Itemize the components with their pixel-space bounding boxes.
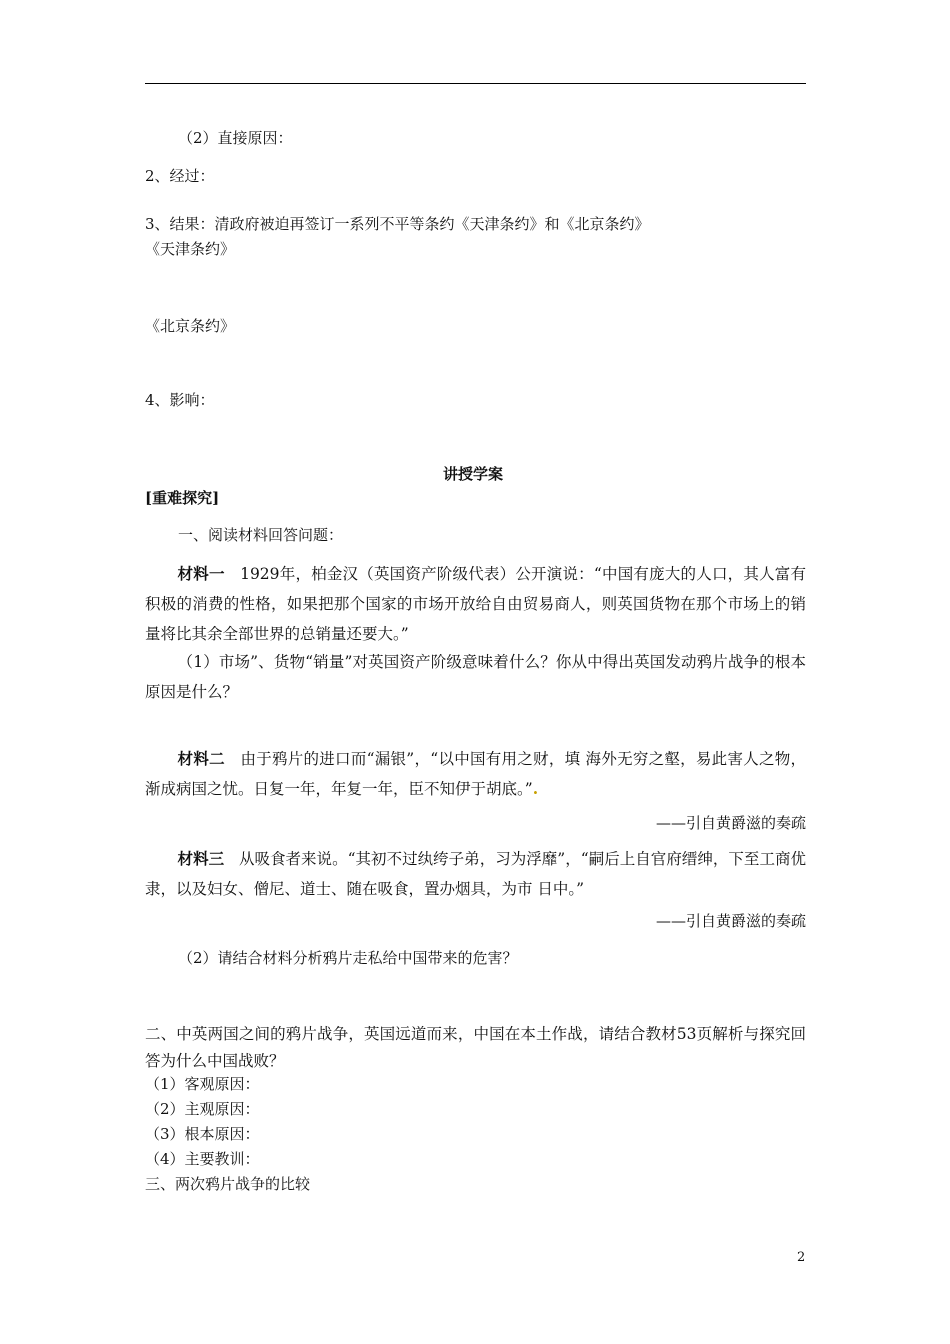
result-line: 3、结果：清政府被迫再签订一系列不平等条约《天津条约》和《北京条约》 <box>145 215 650 233</box>
question1-paragraph <box>145 647 806 707</box>
material3-text: 从吸食者来说。“其初不过纨绔子弟，习为浮靡”，“嗣后上自官府缙绅，下至工商优隶，以及妇女、僧尼、道士、随在吸食，置办烟具，为市 日中。” <box>145 850 806 898</box>
material1-text: 1929年，柏金汉（英国资产阶级代表）公开演说：“中国有庞大的人口，其人富有积极的消费的性格，如果把那个国家的市场开放给自由贸易商人，则英国货物在那个市场上的销量将比其余全部世界的总销量还要大。” <box>145 565 806 643</box>
part2-heading <box>145 1021 806 1075</box>
material2-source: ——引自黄爵滋的奏疏 <box>655 814 806 832</box>
material3-paragraph <box>145 844 806 904</box>
page-number: 2 <box>797 1250 806 1265</box>
material2-paragraph <box>145 744 806 804</box>
question2-text: （2）请结合材料分析鸦片走私给中国带来的危害？ <box>178 949 518 967</box>
focus-header: [重难探究] <box>145 489 220 507</box>
part3-heading: 三、两次鸦片战争的比较 <box>145 1175 311 1193</box>
beijing-treaty-label: 《北京条约》 <box>145 317 236 335</box>
part2-item: （1）客观原因： <box>145 1075 260 1093</box>
section-title: 讲授学案 <box>443 465 504 483</box>
part2-item: （4）主要教训： <box>145 1150 260 1168</box>
process-line: 2、经过： <box>145 167 215 185</box>
part2-item: （2）主观原因： <box>145 1100 260 1118</box>
part1-heading: 一、阅读材料回答问题： <box>178 526 344 544</box>
material2-text: 由于鸦片的进口而“漏银”，“以中国有用之财，填 海外无穷之壑，易此害人之物，渐成病国之忧。日复一年，年复一年，臣不知伊于胡底。” <box>145 750 807 798</box>
part2-item: （3）根本原因： <box>145 1125 260 1143</box>
header-rule <box>145 83 806 84</box>
highlight-mark: . <box>532 779 539 798</box>
tianjin-treaty-label: 《天津条约》 <box>145 240 236 258</box>
part2-heading-text: 二、中英两国之间的鸦片战争，英国远道而来，中国在本土作战，请结合教材53页解析与探究回答为什么中国战败？ <box>145 1025 806 1070</box>
impact-line: 4、影响： <box>145 391 215 409</box>
direct-cause-line: （2）直接原因： <box>178 129 293 147</box>
material3-source: ——引自黄爵滋的奏疏 <box>655 912 806 930</box>
material1-label: 材料一 <box>177 564 225 583</box>
material2-label: 材料二 <box>177 749 225 768</box>
material3-label: 材料三 <box>177 849 225 868</box>
material1-paragraph <box>145 559 806 649</box>
question1-text: （1）市场”、货物“销量”对英国资产阶级意味着什么？你从中得出英国发动鸦片战争的根本原因是什么？ <box>145 653 806 701</box>
